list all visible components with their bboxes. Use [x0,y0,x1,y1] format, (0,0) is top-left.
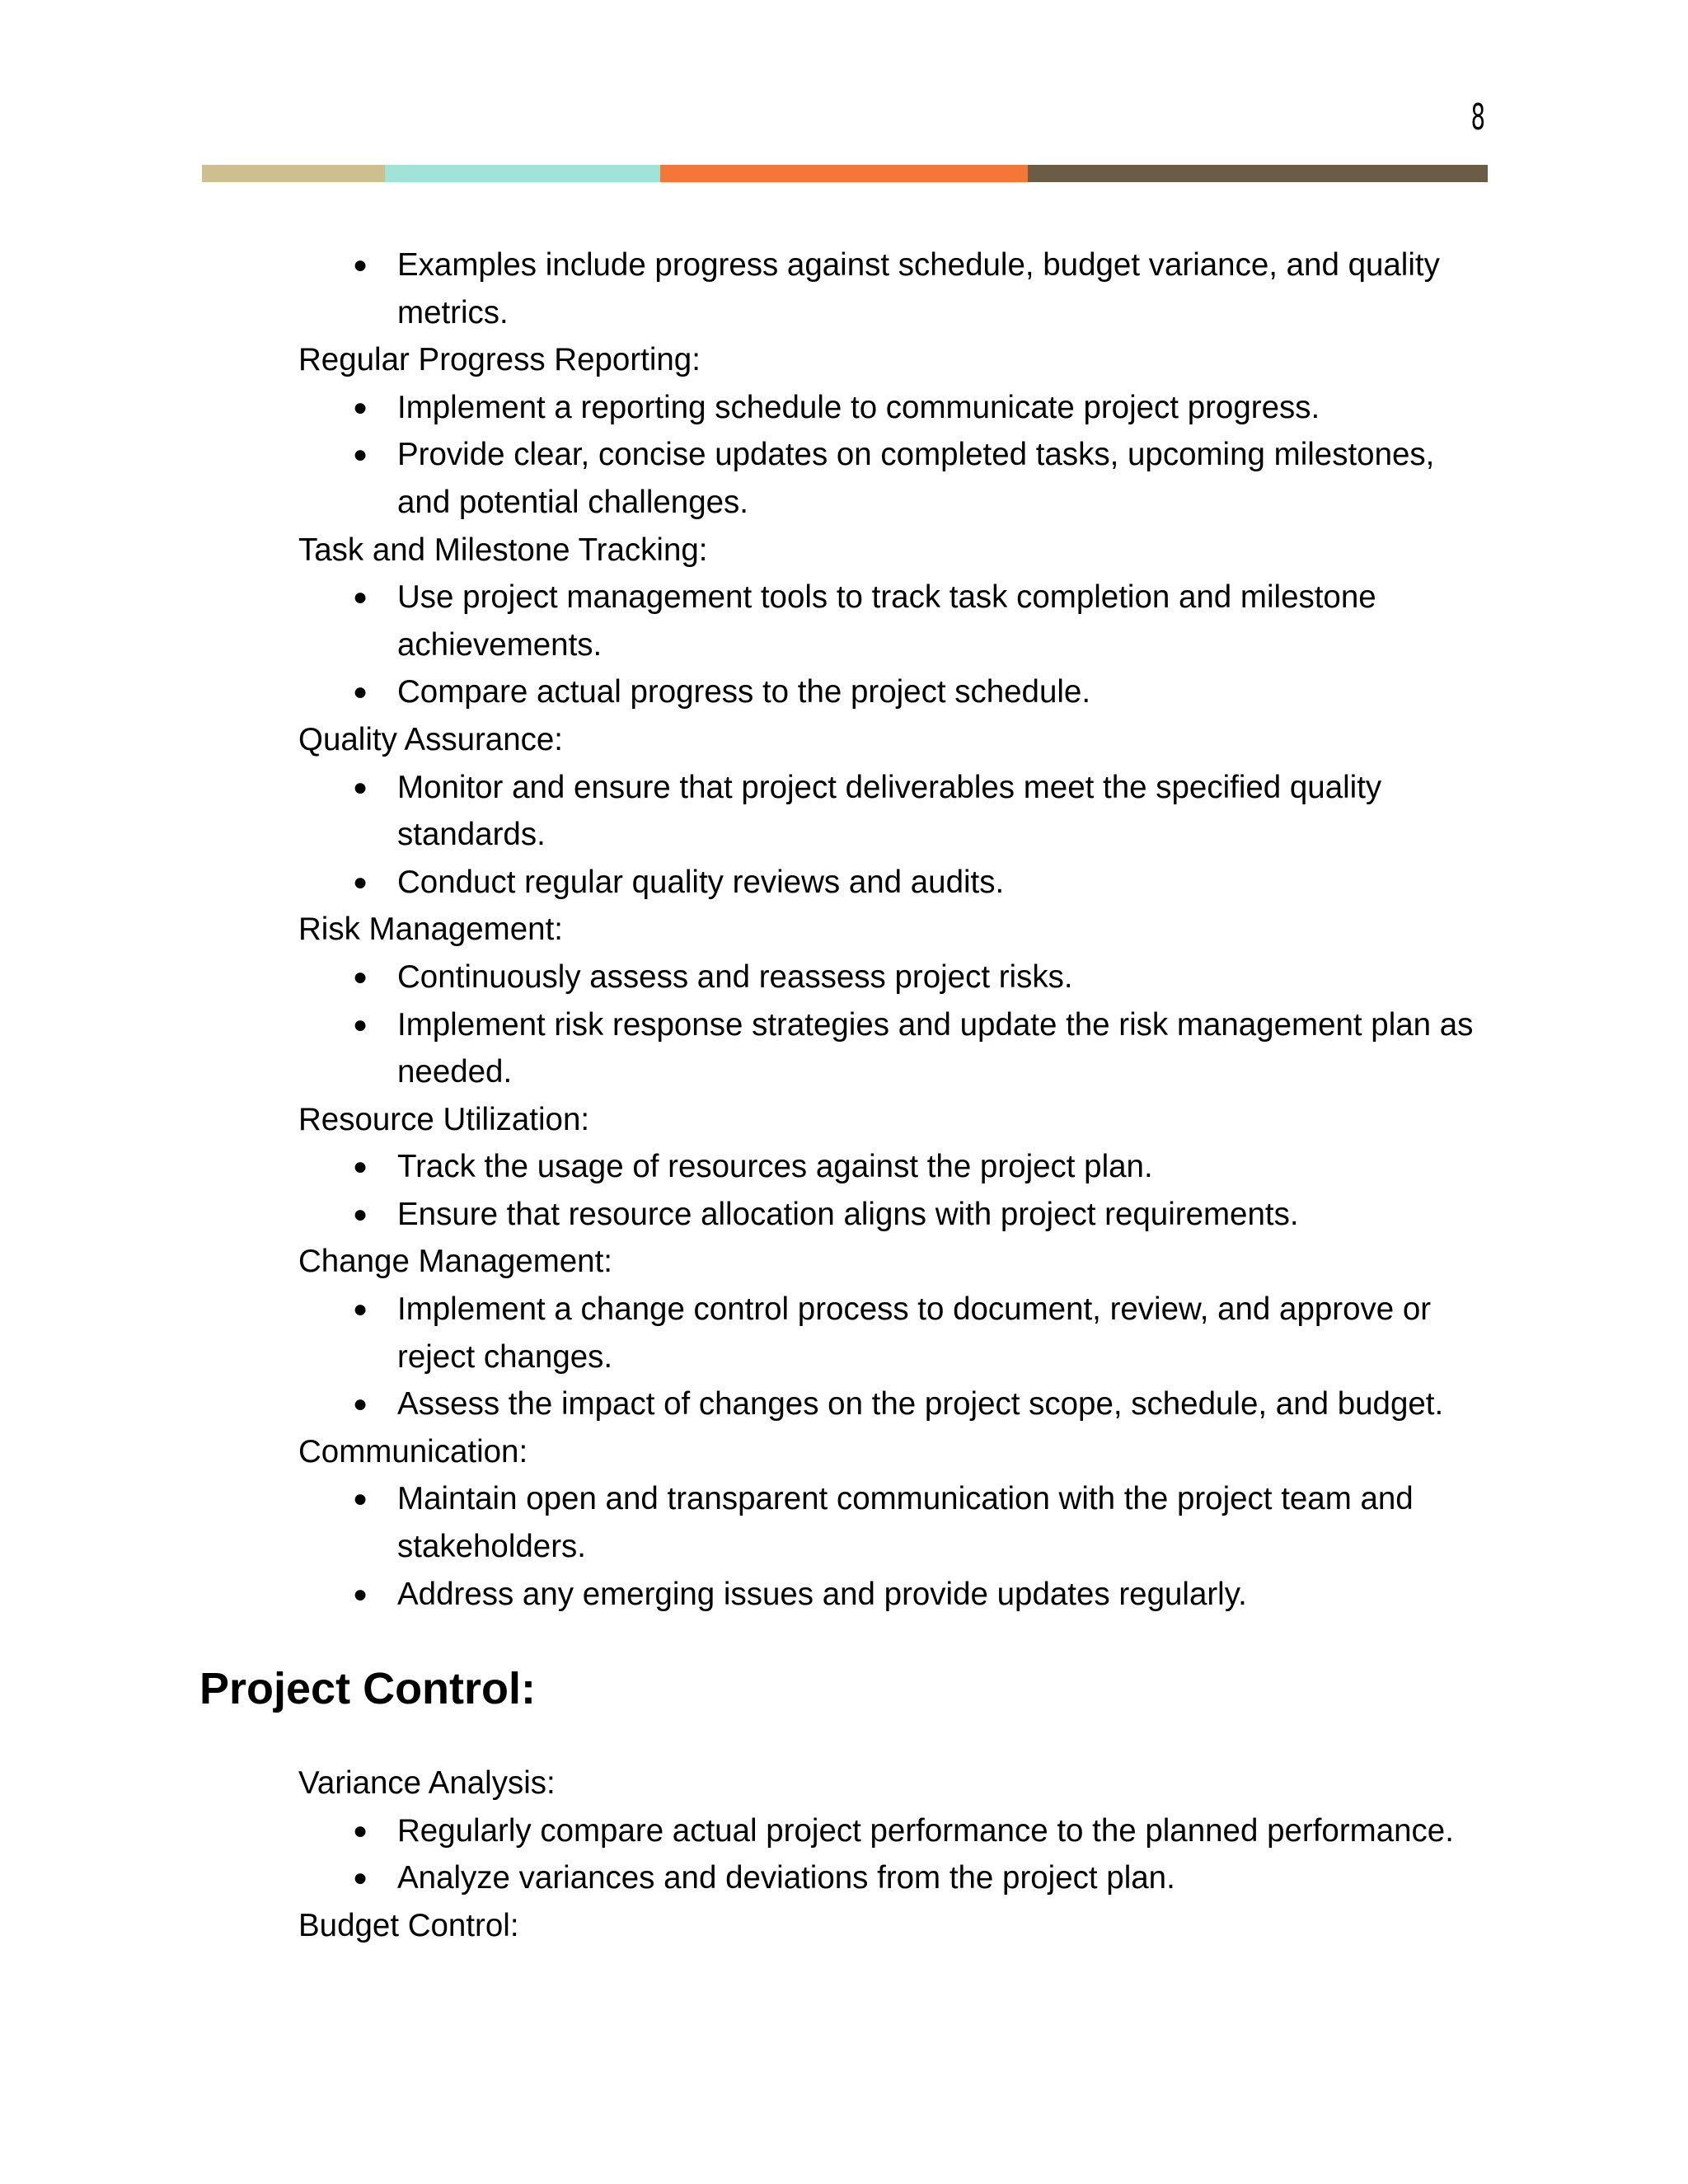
list-item [352,954,1493,1001]
section-label: Variance Analysis: [298,1765,556,1802]
list-item-text: Regularly compare actual project performance to the planned performance. [397,1812,1454,1849]
list-item [352,1475,1493,1570]
list-item-text: Compare actual progress to the project schedule. [397,674,1091,710]
list-item [352,1001,1493,1096]
list-item [352,241,1493,336]
bullet-icon: ● [352,393,368,421]
bullet-list [0,1807,1688,1902]
list-item-text: Provide clear, concise updates on completed tasks, upcoming milestones, and potential challenges. [397,437,1435,520]
color-bar-segment [385,165,660,182]
list-item-text: Maintain open and transparent communication with the project team and stakeholders. [397,1481,1414,1565]
section-label: Budget Control: [298,1908,519,1943]
bullet-icon: ● [352,583,368,612]
list-item [352,1286,1493,1380]
list-item [352,1191,1493,1239]
page-number: 8 [1470,96,1485,138]
bullet-list [0,1475,1688,1618]
section-label: Regular Progress Reporting: [298,342,701,378]
section-label: Communication: [298,1433,528,1469]
bullet-list [0,1286,1688,1428]
bullet-list [0,954,1688,1096]
list-item-text: Ensure that resource allocation aligns with project requirements. [397,1196,1299,1232]
bullet-list [0,574,1688,716]
bullet-icon: ● [352,1153,368,1181]
bullet-icon: ● [352,1485,368,1513]
list-item-text: Assess the impact of changes on the project scope, schedule, and budget. [397,1386,1444,1422]
section-label: Quality Assurance: [298,721,563,757]
list-item-text: Address any emerging issues and provide updates regularly. [397,1576,1247,1612]
bullet-list [0,384,1688,527]
list-item-text: Use project management tools to track task completion and milestone achievements. [397,579,1376,663]
section-label: Change Management: [298,1244,612,1280]
section-label: Risk Management: [298,912,563,948]
list-item-text: Conduct regular quality reviews and audits. [397,864,1005,900]
bullet-icon: ● [352,1580,368,1608]
bullet-list [0,241,1688,336]
list-item-text: Examples include progress against schedule, budget variance, and quality metrics. [397,247,1440,330]
header-color-bar [202,165,1488,182]
bullet-icon: ● [352,1816,368,1844]
bullet-icon: ● [352,1864,368,1892]
bullet-icon: ● [352,1390,368,1418]
list-item-text: Analyze variances and deviations from the project plan. [397,1860,1175,1896]
bullet-icon: ● [352,773,368,801]
bullet-icon: ● [352,251,368,279]
list-item-text: Track the usage of resources against the project plan. [397,1149,1153,1185]
list-item [352,1380,1493,1428]
list-item [352,431,1493,526]
control-sections [0,1760,1688,1949]
bullet-icon: ● [352,868,368,896]
bullet-icon: ● [352,678,368,706]
section-label: Resource Utilization: [298,1101,590,1137]
list-item [352,1143,1493,1191]
bullet-icon: ● [352,1010,368,1038]
bullet-icon: ● [352,1200,368,1228]
bullet-list [0,1143,1688,1238]
bullet-icon: ● [352,1296,368,1324]
list-item [352,384,1493,432]
list-item [352,859,1493,907]
section-heading: Project Control: [199,1664,537,1714]
list-item [352,668,1493,716]
bullet-icon: ● [352,441,368,469]
monitoring-sections [0,241,1688,1618]
list-item [352,764,1493,859]
list-item-text: Implement a change control process to document, review, and approve or reject changes. [397,1291,1432,1375]
section-label: Task and Milestone Tracking: [298,532,708,568]
list-item [352,1571,1493,1619]
bullet-icon: ● [352,963,368,991]
list-item [352,574,1493,668]
color-bar-segment [1028,165,1488,182]
color-bar-segment [660,165,1028,182]
list-item-text: Implement risk response strategies and update the risk management plan as needed. [397,1006,1474,1090]
color-bar-segment [202,165,385,182]
list-item [352,1854,1493,1902]
bullet-list [0,764,1688,907]
list-item-text: Monitor and ensure that project deliverables meet the specified quality standards. [397,769,1382,853]
document-body [0,241,1688,1950]
list-item [352,1807,1493,1855]
list-item-text: Continuously assess and reassess project risks. [397,958,1073,995]
list-item-text: Implement a reporting schedule to communicate project progress. [397,389,1320,425]
